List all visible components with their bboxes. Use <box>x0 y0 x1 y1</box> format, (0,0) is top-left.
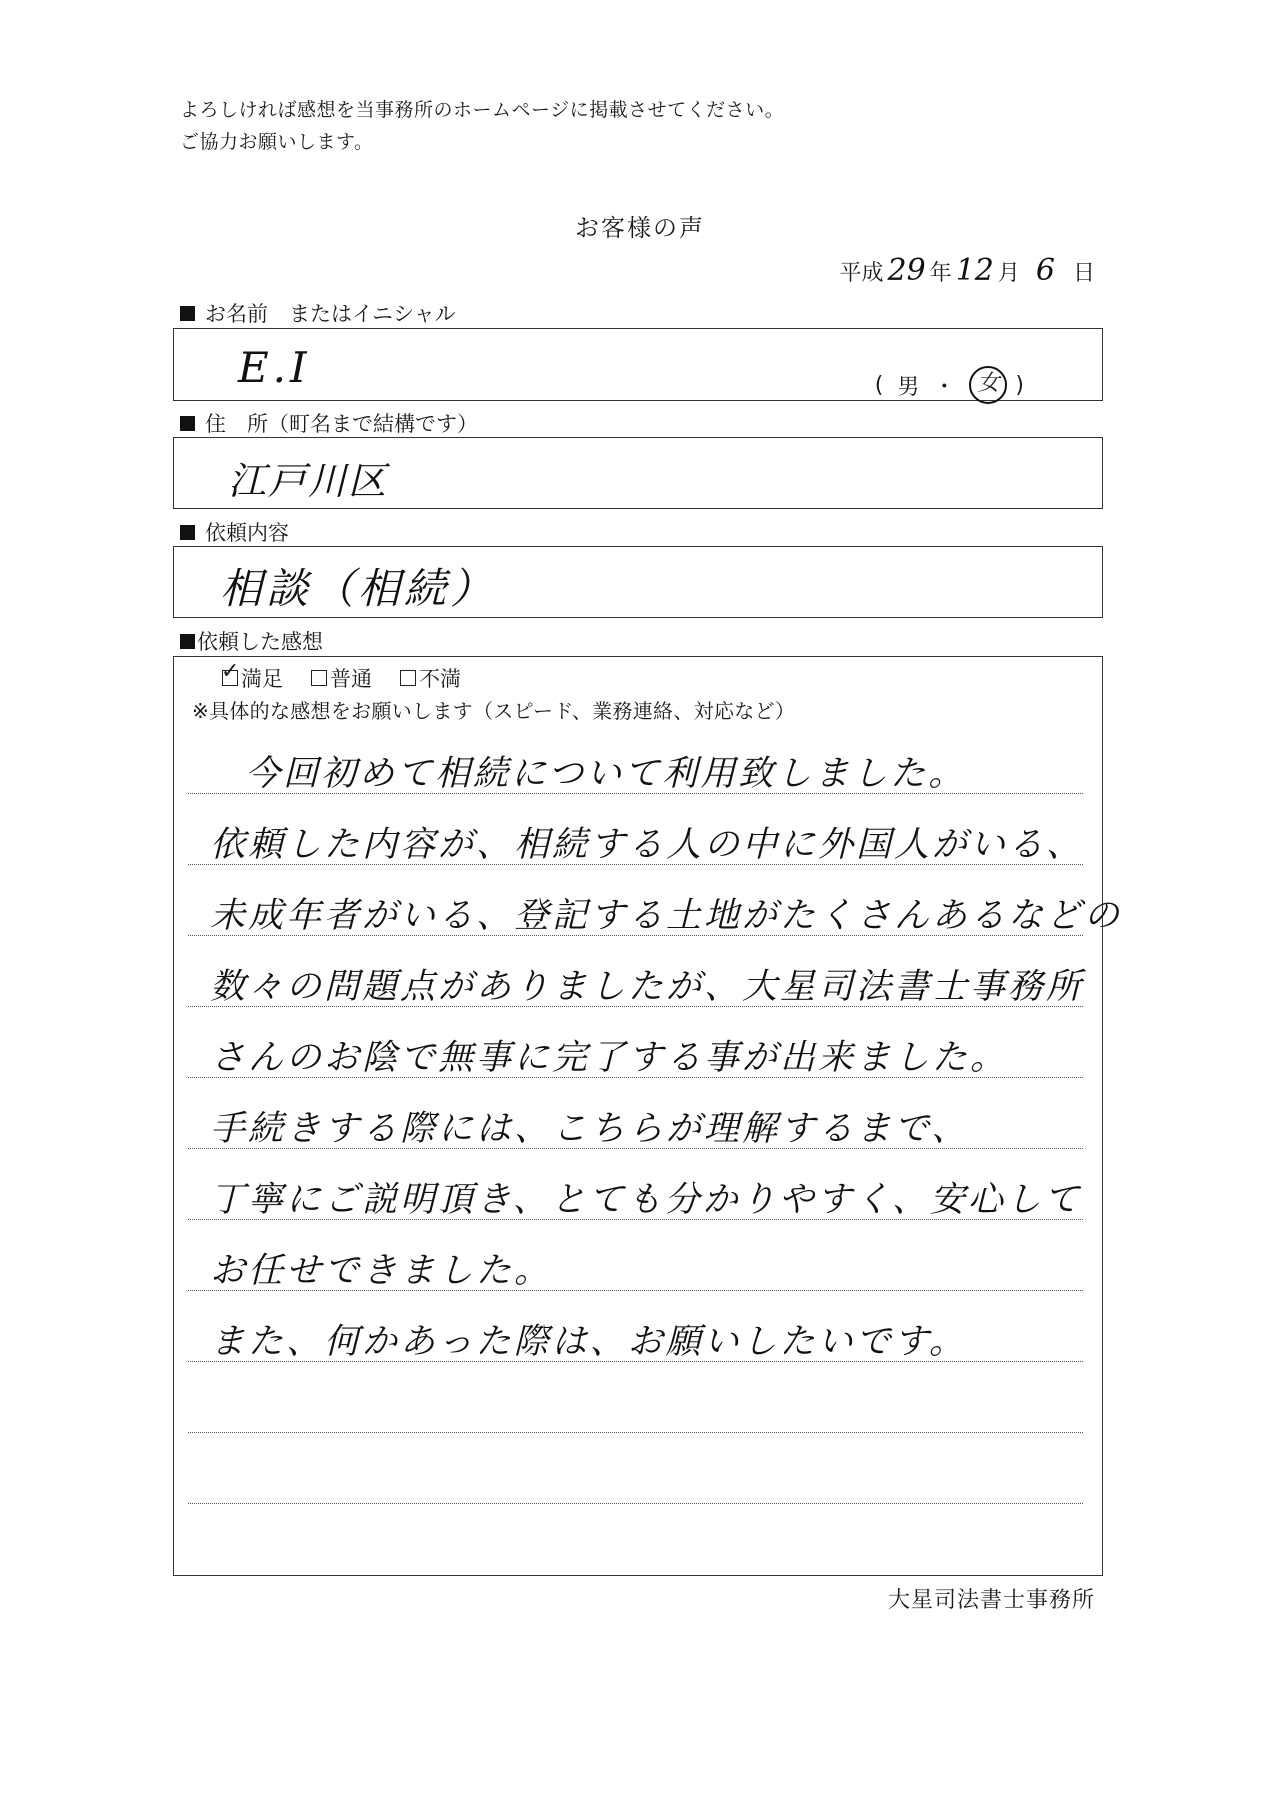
date-day: 6 <box>1035 253 1055 288</box>
request-label-text: 依頼内容 <box>205 521 289 545</box>
checkbox-checked[interactable] <box>221 659 240 686</box>
gender-open-paren: ( <box>874 372 890 398</box>
ruled-line <box>188 1503 1083 1504</box>
intro-line-1: よろしければ感想を当事務所のホームページに掲載させてください。 <box>180 99 785 121</box>
impression-label-text: 依頼した感想 <box>197 630 323 654</box>
impression-line-5: さんのお陰で無事に完了する事が出来ました。 <box>210 1038 1009 1078</box>
check-mark-icon: ✓ <box>221 659 240 684</box>
request-value: 相談（相続） <box>220 564 497 613</box>
option-satisfied-label: 満足 <box>241 667 283 691</box>
office-name: 大星司法書士事務所 <box>887 1588 1095 1613</box>
option-satisfied[interactable] <box>221 659 283 693</box>
date-month: 12 <box>955 253 994 288</box>
date-year-unit: 年 <box>929 261 952 286</box>
date-era: 平成 <box>839 261 884 286</box>
square-bullet-icon <box>180 416 195 431</box>
date <box>839 253 1095 288</box>
intro-line-2: ご協力お願いします。 <box>180 131 374 153</box>
date-day-unit: 日 <box>1072 261 1095 286</box>
date-year: 29 <box>887 253 926 288</box>
request-label <box>180 517 289 547</box>
gender-selector <box>875 366 1030 404</box>
address-label-text: 住 所（町名まで結構です） <box>205 412 478 436</box>
square-bullet-icon <box>180 634 195 649</box>
name-label-text: お名前 またはイニシャル <box>205 302 456 326</box>
checkbox-unchecked[interactable] <box>400 670 416 686</box>
date-month-unit: 月 <box>997 261 1020 286</box>
gender-female-circled[interactable]: 女 <box>969 366 1007 404</box>
address-label <box>180 408 478 438</box>
option-normal[interactable] <box>311 663 372 693</box>
impression-line-9: また、何かあった際は、お願いしたいです。 <box>210 1322 967 1362</box>
square-bullet-icon <box>180 306 195 321</box>
name-value: E.I <box>238 343 311 392</box>
checkbox-unchecked[interactable] <box>311 670 327 686</box>
option-normal-label: 普通 <box>330 667 372 691</box>
option-dissatisfied[interactable] <box>400 663 461 693</box>
impression-line-1: 今回初めて相続について利用致しました。 <box>245 754 967 794</box>
impression-line-6: 手続きする際には、こちらが理解するまで、 <box>210 1109 970 1149</box>
gender-separator: ・ <box>933 374 962 400</box>
impression-instructions: ※具体的な感想をお願いします（スピード、業務連絡、対応など） <box>192 699 796 723</box>
address-value: 江戸川区 <box>228 459 389 503</box>
page-title: お客様の声 <box>575 214 705 242</box>
gender-male[interactable]: 男 <box>897 374 926 400</box>
square-bullet-icon <box>180 525 195 540</box>
impression-line-8: お任せできました。 <box>210 1251 553 1291</box>
satisfaction-options <box>221 659 461 693</box>
option-dissatisfied-label: 不満 <box>419 667 461 691</box>
impression-line-4: 数々の問題点がありましたが、大星司法書士事務所 <box>210 967 1085 1007</box>
impression-line-2: 依頼した内容が、相続する人の中に外国人がいる、 <box>210 825 1085 865</box>
impression-line-7: 丁寧にご説明頂き、とても分かりやすく、安心して <box>210 1180 1082 1220</box>
impression-line-3: 未成年者がいる、登記する土地がたくさんあるなどの <box>210 896 1123 936</box>
impression-label <box>180 626 323 656</box>
name-label <box>180 298 456 328</box>
gender-close-paren: ) <box>1015 372 1030 398</box>
ruled-line <box>188 1432 1083 1433</box>
